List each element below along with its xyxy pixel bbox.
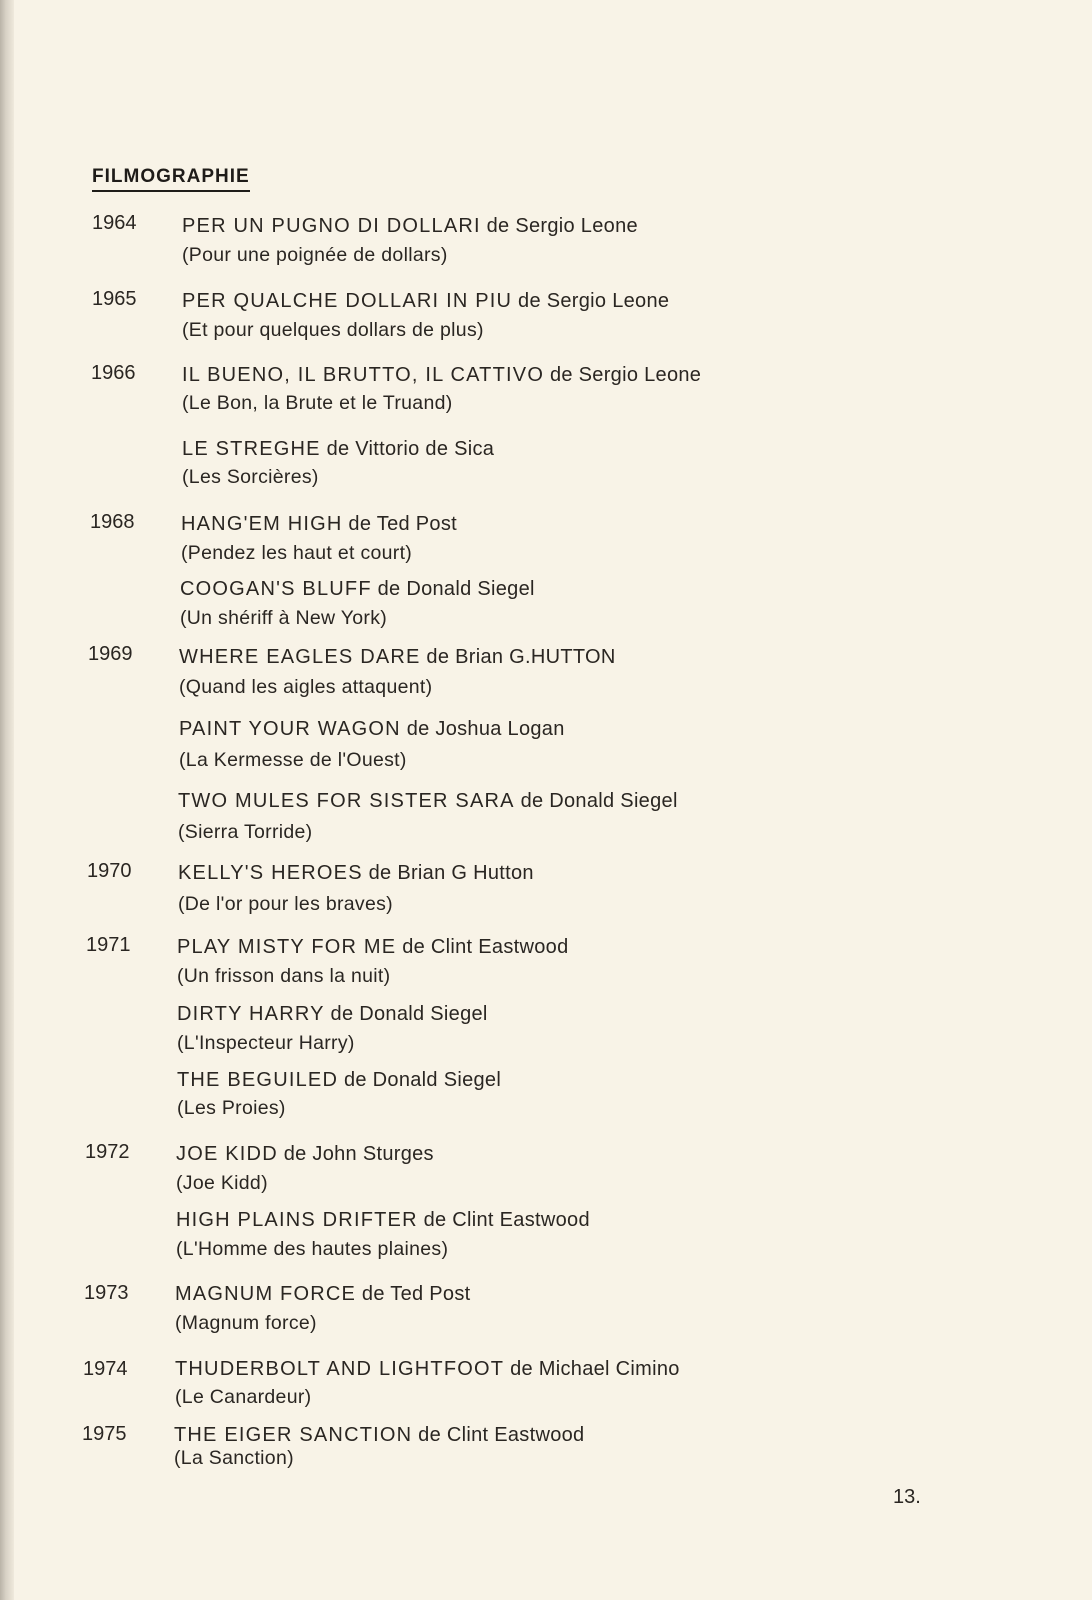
film-title-line bbox=[182, 364, 701, 387]
film-title-line bbox=[177, 1069, 501, 1092]
film-french-title: (De l'or pour les braves) bbox=[178, 893, 393, 915]
film-director: de Brian G.HUTTON bbox=[426, 646, 616, 668]
film-director: de Ted Post bbox=[361, 1283, 471, 1305]
film-french-title: (Pour une poignée de dollars) bbox=[182, 244, 448, 266]
year-label: 1965 bbox=[92, 288, 137, 310]
film-director: de Sergio Leone bbox=[486, 215, 638, 237]
film-original-title: THE BEGUILED bbox=[177, 1069, 339, 1091]
film-original-title: TWO MULES FOR SISTER SARA bbox=[178, 790, 515, 812]
page-heading: FILMOGRAPHIE bbox=[92, 166, 250, 192]
film-director: de Vittorio de Sica bbox=[326, 438, 495, 460]
film-french-title: (Et pour quelques dollars de plus) bbox=[182, 319, 484, 341]
film-title-line bbox=[178, 862, 534, 885]
binding-shadow bbox=[0, 0, 14, 1600]
film-title-line bbox=[176, 1209, 590, 1232]
film-original-title: HIGH PLAINS DRIFTER bbox=[176, 1209, 418, 1231]
year-label: 1974 bbox=[83, 1358, 128, 1380]
year-label: 1972 bbox=[85, 1141, 130, 1163]
film-original-title: DIRTY HARRY bbox=[177, 1003, 325, 1025]
film-title-line bbox=[174, 1424, 584, 1447]
year-label: 1973 bbox=[84, 1282, 129, 1304]
film-french-title: (Un frisson dans la nuit) bbox=[177, 965, 391, 987]
year-label: 1971 bbox=[86, 934, 131, 956]
film-original-title: COOGAN'S BLUFF bbox=[180, 578, 372, 600]
film-title-line bbox=[179, 718, 565, 741]
film-original-title: HANG'EM HIGH bbox=[181, 513, 343, 535]
film-french-title: (Le Bon, la Brute et le Truand) bbox=[182, 392, 453, 414]
film-title-line bbox=[177, 936, 569, 959]
film-title-line bbox=[178, 790, 678, 813]
year-label: 1969 bbox=[88, 643, 133, 665]
film-title-line bbox=[182, 215, 638, 238]
film-director: de Donald Siegel bbox=[520, 790, 678, 812]
year-label: 1968 bbox=[90, 511, 135, 533]
film-title-line bbox=[176, 1143, 434, 1166]
film-title-line bbox=[182, 290, 669, 313]
film-director: de Donald Siegel bbox=[330, 1003, 488, 1025]
film-original-title: JOE KIDD bbox=[176, 1143, 278, 1165]
film-title-line bbox=[175, 1283, 471, 1306]
film-original-title: LE STREGHE bbox=[182, 438, 321, 460]
film-french-title: (Magnum force) bbox=[175, 1312, 317, 1334]
film-director: de Clint Eastwood bbox=[423, 1209, 590, 1231]
film-original-title: THUDERBOLT AND LIGHTFOOT bbox=[175, 1358, 505, 1380]
film-title-line bbox=[181, 513, 457, 536]
film-original-title: KELLY'S HEROES bbox=[178, 862, 363, 884]
film-director: de Brian G Hutton bbox=[368, 862, 534, 884]
year-label: 1964 bbox=[92, 212, 137, 234]
film-french-title: (Joe Kidd) bbox=[176, 1172, 268, 1194]
film-director: de Sergio Leone bbox=[518, 290, 670, 312]
film-original-title: MAGNUM FORCE bbox=[175, 1283, 357, 1305]
film-director: de Donald Siegel bbox=[343, 1069, 502, 1091]
film-french-title: (Le Canardeur) bbox=[175, 1386, 312, 1408]
film-director: de Donald Siegel bbox=[377, 578, 535, 600]
film-french-title: (Les Sorcières) bbox=[182, 466, 319, 488]
film-french-title: (La Sanction) bbox=[174, 1447, 294, 1469]
film-french-title: (La Kermesse de l'Ouest) bbox=[179, 749, 407, 771]
film-director: de John Sturges bbox=[283, 1143, 434, 1165]
film-original-title: PER QUALCHE DOLLARI IN PIU bbox=[182, 290, 513, 312]
film-director: de Clint Eastwood bbox=[402, 936, 569, 958]
film-french-title: (Un shériff à New York) bbox=[180, 607, 388, 629]
film-title-line bbox=[177, 1003, 488, 1026]
film-original-title: PER UN PUGNO DI DOLLARI bbox=[182, 215, 481, 237]
film-french-title: (L'Inspecteur Harry) bbox=[177, 1032, 355, 1054]
film-director: de Ted Post bbox=[348, 513, 457, 535]
film-french-title: (Sierra Torride) bbox=[178, 821, 313, 843]
film-original-title: IL BUENO, IL BRUTTO, IL CATTIVO bbox=[182, 364, 545, 386]
film-original-title: PLAY MISTY FOR ME bbox=[177, 936, 397, 958]
film-director: de Sergio Leone bbox=[549, 364, 702, 386]
film-french-title: (Pendez les haut et court) bbox=[181, 542, 413, 564]
year-label: 1970 bbox=[87, 860, 132, 882]
page-number: 13. bbox=[893, 1486, 921, 1508]
film-title-line bbox=[180, 578, 535, 601]
year-label: 1966 bbox=[91, 362, 136, 384]
film-original-title: PAINT YOUR WAGON bbox=[179, 718, 401, 740]
film-director: de Michael Cimino bbox=[510, 1358, 680, 1380]
film-original-title: WHERE EAGLES DARE bbox=[179, 646, 421, 668]
film-original-title: THE EIGER SANCTION bbox=[174, 1424, 413, 1446]
film-title-line bbox=[182, 438, 494, 461]
film-director: de Clint Eastwood bbox=[418, 1424, 585, 1446]
film-french-title: (Quand les aigles attaquent) bbox=[179, 676, 433, 698]
film-title-line bbox=[179, 646, 616, 669]
film-director: de Joshua Logan bbox=[406, 718, 565, 740]
year-label: 1975 bbox=[82, 1423, 127, 1445]
film-french-title: (L'Homme des hautes plaines) bbox=[176, 1238, 449, 1260]
film-french-title: (Les Proies) bbox=[177, 1097, 286, 1119]
film-title-line bbox=[175, 1358, 680, 1381]
